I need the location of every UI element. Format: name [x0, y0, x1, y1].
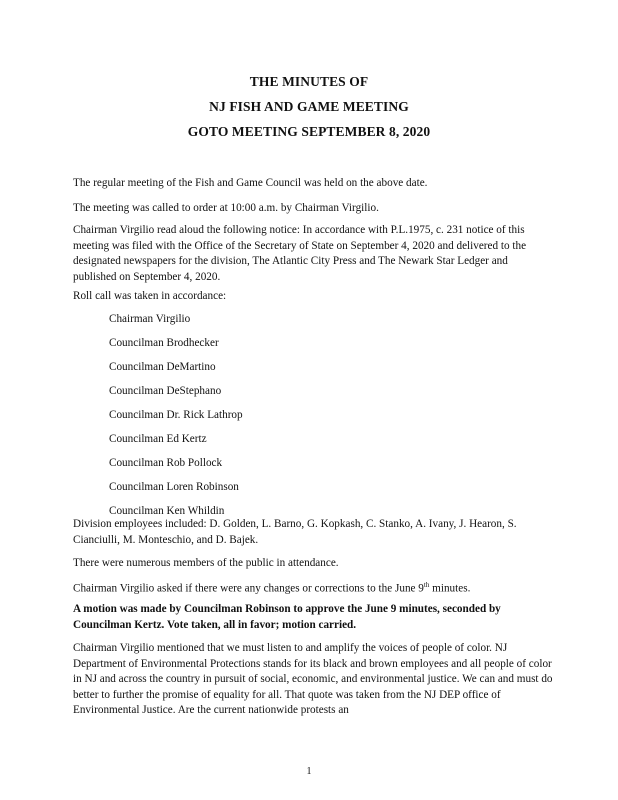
paragraph-notice: Chairman Virgilio read aloud the following notice: In accordance with P.L.1975, c. 231 notice of this meeting was filed with the Office of the Secretary of State on September 4, 2020 and delivered to the designated newspapers for the division, The Atlantic City Press and The Newark Star Ledger and published on September 4, 2020.	[73, 224, 527, 283]
roll-call-item: Councilman Dr. Rick Lathrop	[109, 409, 243, 421]
roll-call-item: Councilman Ken Whildin	[109, 505, 225, 517]
roll-call-item: Councilman Rob Pollock	[109, 457, 223, 469]
ordinal-superscript: th	[423, 581, 430, 589]
paragraph-roll-call-intro: Roll call was taken in accordance:	[73, 290, 227, 302]
roll-call-item: Councilman Loren Robinson	[109, 481, 239, 493]
paragraph-division-employees: Division employees included: D. Golden, L. Barno, G. Kopkash, C. Stanko, A. Ivany, J. Hearon, S. Cianciulli, M. Monteschio, and D. Bajek.	[73, 518, 517, 546]
paragraph-called-to-order: The meeting was called to order at 10:00 a.m. by Chairman Virgilio.	[73, 202, 379, 214]
paragraph-meeting-held: The regular meeting of the Fish and Game Council was held on the above date.	[73, 177, 428, 189]
roll-call-item: Councilman DeMartino	[109, 361, 216, 373]
roll-call-item: Chairman Virgilio	[109, 313, 191, 325]
roll-call-list	[109, 307, 243, 523]
paragraph-environmental-justice: Chairman Virgilio mentioned that we must listen to and amplify the voices of people of color. NJ Department of Environmental Protections stands for its black and brown employees and all people of color in NJ and across the country in pursuit of social, economic, and environmental justice. We can and must do better to further the promise of equality for all. That quote was taken from the NJ DEP office of Environmental Justice. Are the current nationwide protests an	[73, 642, 553, 717]
corrections-text-start: Chairman Virgilio asked if there were any changes or corrections to the June 9	[73, 582, 424, 595]
page-number: 1	[306, 766, 312, 777]
roll-call-item: Councilman Ed Kertz	[109, 433, 207, 445]
paragraph-public-attendance: There were numerous members of the public in attendance.	[73, 557, 339, 569]
paragraph-corrections	[73, 578, 553, 597]
paragraph-motion: A motion was made by Councilman Robinson to approve the June 9 minutes, seconded by Councilman Kertz. Vote taken, all in favor; motion carried.	[73, 603, 501, 631]
title-line-1: THE MINUTES OF	[249, 74, 369, 89]
roll-call-item: Councilman Brodhecker	[109, 337, 219, 349]
roll-call-item: Councilman DeStephano	[109, 385, 222, 397]
title-line-2: NJ FISH AND GAME MEETING	[209, 99, 409, 114]
corrections-text-end: minutes.	[429, 582, 471, 595]
title-line-3: GOTO MEETING SEPTEMBER 8, 2020	[187, 124, 431, 139]
